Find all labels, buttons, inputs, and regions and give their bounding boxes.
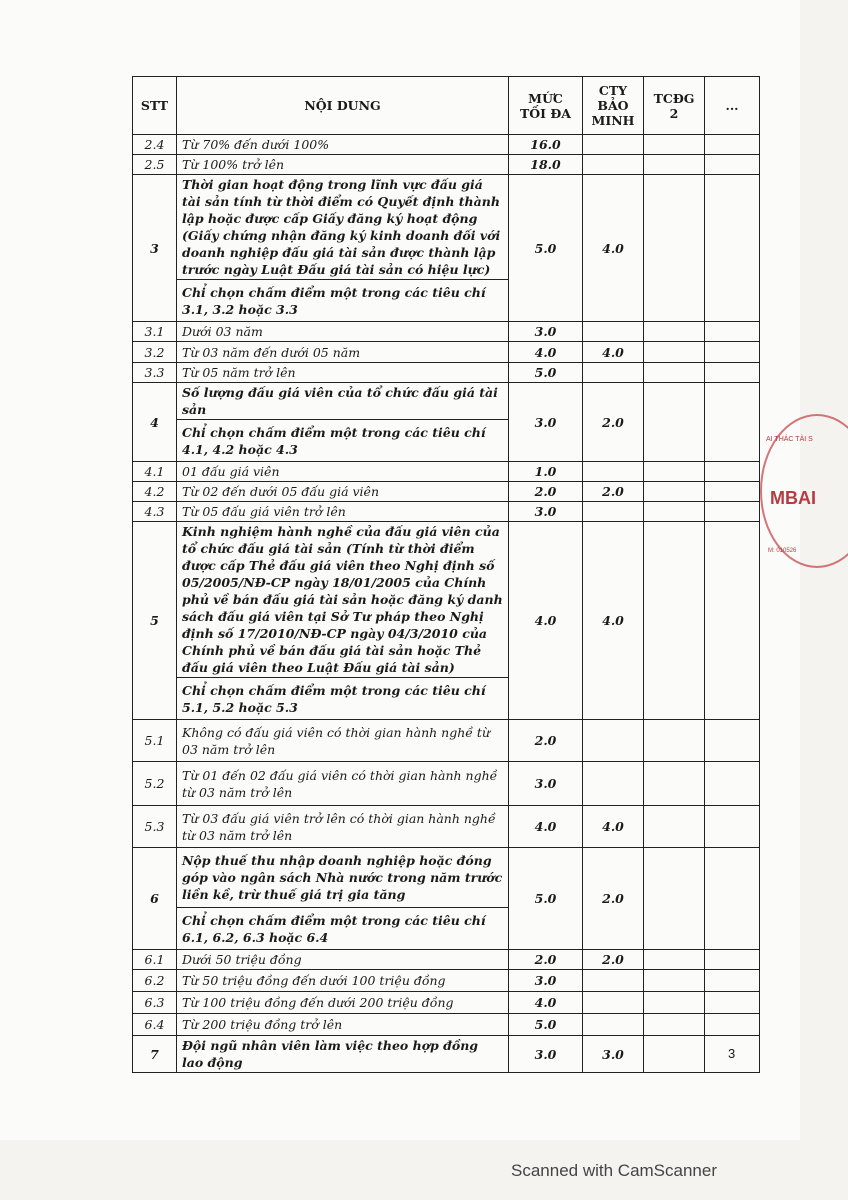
row-more bbox=[705, 720, 760, 762]
header-content: NỘI DUNG bbox=[177, 77, 509, 135]
row-company: 2.0 bbox=[583, 950, 644, 970]
row-stt: 7 bbox=[133, 1036, 177, 1073]
scanner-watermark: Scanned with CamScanner bbox=[511, 1161, 718, 1180]
row-max: 5.0 bbox=[509, 1014, 583, 1036]
row-stt: 4 bbox=[133, 383, 177, 462]
row-more bbox=[705, 135, 760, 155]
row-content: 01 đấu giá viên bbox=[177, 462, 509, 482]
row-tcdg2 bbox=[644, 462, 705, 482]
row-company bbox=[583, 992, 644, 1014]
row-content: Số lượng đấu giá viên của tổ chức đấu giá tài sản bbox=[177, 383, 509, 420]
header-company: CTY BẢO MINH bbox=[583, 77, 644, 135]
row-tcdg2 bbox=[644, 1014, 705, 1036]
scoring-table bbox=[132, 76, 760, 1073]
stamp-center-text: MBAI bbox=[770, 488, 816, 508]
row-stt: 5 bbox=[133, 522, 177, 720]
row-more bbox=[705, 970, 760, 992]
table-row bbox=[133, 482, 760, 502]
table-row bbox=[133, 1036, 760, 1073]
row-tcdg2 bbox=[644, 1036, 705, 1073]
row-stt: 6 bbox=[133, 848, 177, 950]
table-row bbox=[133, 135, 760, 155]
table-row bbox=[133, 950, 760, 970]
row-tcdg2 bbox=[644, 383, 705, 462]
row-more bbox=[705, 992, 760, 1014]
row-more bbox=[705, 522, 760, 720]
row-stt: 3.1 bbox=[133, 322, 177, 342]
row-tcdg2 bbox=[644, 720, 705, 762]
row-max: 16.0 bbox=[509, 135, 583, 155]
table-row bbox=[133, 1014, 760, 1036]
row-more bbox=[705, 462, 760, 482]
row-company bbox=[583, 762, 644, 806]
table-row bbox=[133, 322, 760, 342]
row-stt: 4.2 bbox=[133, 482, 177, 502]
row-stt: 5.3 bbox=[133, 806, 177, 848]
row-tcdg2 bbox=[644, 342, 705, 363]
row-company bbox=[583, 720, 644, 762]
row-company: 2.0 bbox=[583, 383, 644, 462]
header-max: MỨC TỐI ĐA bbox=[509, 77, 583, 135]
row-max: 4.0 bbox=[509, 992, 583, 1014]
stamp-top-text: AI THÁC TÀI S bbox=[766, 436, 813, 443]
header-tcdg2: TCĐG 2 bbox=[644, 77, 705, 135]
row-max: 4.0 bbox=[509, 806, 583, 848]
row-max: 2.0 bbox=[509, 950, 583, 970]
row-stt: 5.1 bbox=[133, 720, 177, 762]
row-sub-note: Chỉ chọn chấm điểm một trong các tiêu chí 6.1, 6.2, 6.3 hoặc 6.4 bbox=[177, 908, 509, 950]
row-content: Kinh nghiệm hành nghề của đấu giá viên của tổ chức đấu giá tài sản (Tính từ thời điểm được cấp Thẻ đấu giá viên theo Nghị định số 05/2005/NĐ-CP ngày 18/01/2005 của Chính phủ về bán đấu giá tài sản hoặc đăng ký danh sách đấu giá viên tại Sở Tư pháp theo Nghị định số 17/2010/NĐ-CP ngày 04/3/2010 của Chính phủ về bán đấu giá tài sản hoặc Thẻ đấu giá viên theo Luật Đấu giá tài sản) bbox=[177, 522, 509, 678]
row-tcdg2 bbox=[644, 135, 705, 155]
page-number: 3 bbox=[728, 1046, 736, 1061]
row-company: 2.0 bbox=[583, 848, 644, 950]
table-row bbox=[133, 806, 760, 848]
row-sub-note: Chỉ chọn chấm điểm một trong các tiêu chí 5.1, 5.2 hoặc 5.3 bbox=[177, 678, 509, 720]
row-tcdg2 bbox=[644, 502, 705, 522]
row-content: Từ 70% đến dưới 100% bbox=[177, 135, 509, 155]
row-max: 2.0 bbox=[509, 720, 583, 762]
row-max: 3.0 bbox=[509, 762, 583, 806]
row-tcdg2 bbox=[644, 806, 705, 848]
row-more bbox=[705, 848, 760, 950]
table-row bbox=[133, 462, 760, 482]
row-more bbox=[705, 482, 760, 502]
row-content: Từ 03 đấu giá viên trở lên có thời gian hành nghề từ 03 năm trở lên bbox=[177, 806, 509, 848]
row-content: Từ 05 đấu giá viên trở lên bbox=[177, 502, 509, 522]
row-max: 2.0 bbox=[509, 482, 583, 502]
row-content: Không có đấu giá viên có thời gian hành nghề từ 03 năm trở lên bbox=[177, 720, 509, 762]
row-company bbox=[583, 363, 644, 383]
table-row bbox=[133, 992, 760, 1014]
row-tcdg2 bbox=[644, 992, 705, 1014]
row-more bbox=[705, 762, 760, 806]
table-row bbox=[133, 342, 760, 363]
table-row bbox=[133, 502, 760, 522]
table-row bbox=[133, 762, 760, 806]
row-stt: 3 bbox=[133, 175, 177, 322]
row-sub-note: Chỉ chọn chấm điểm một trong các tiêu chí 3.1, 3.2 hoặc 3.3 bbox=[177, 280, 509, 322]
row-max: 5.0 bbox=[509, 363, 583, 383]
row-tcdg2 bbox=[644, 950, 705, 970]
table-row bbox=[133, 848, 760, 908]
row-company bbox=[583, 155, 644, 175]
row-tcdg2 bbox=[644, 848, 705, 950]
row-stt: 3.2 bbox=[133, 342, 177, 363]
row-company bbox=[583, 462, 644, 482]
row-more bbox=[705, 175, 760, 322]
row-stt: 3.3 bbox=[133, 363, 177, 383]
row-sub-note: Chỉ chọn chấm điểm một trong các tiêu chí 4.1, 4.2 hoặc 4.3 bbox=[177, 420, 509, 462]
row-more bbox=[705, 502, 760, 522]
row-max: 5.0 bbox=[509, 175, 583, 322]
row-content: Dưới 03 năm bbox=[177, 322, 509, 342]
row-company bbox=[583, 322, 644, 342]
row-stt: 5.2 bbox=[133, 762, 177, 806]
row-max: 3.0 bbox=[509, 1036, 583, 1073]
row-max: 5.0 bbox=[509, 848, 583, 950]
row-more bbox=[705, 155, 760, 175]
row-stt: 4.3 bbox=[133, 502, 177, 522]
header-more: ... bbox=[705, 77, 760, 135]
row-content: Từ 05 năm trở lên bbox=[177, 363, 509, 383]
row-content: Từ 01 đến 02 đấu giá viên có thời gian hành nghề từ 03 năm trở lên bbox=[177, 762, 509, 806]
row-max: 3.0 bbox=[509, 322, 583, 342]
row-max: 3.0 bbox=[509, 502, 583, 522]
row-max: 3.0 bbox=[509, 970, 583, 992]
row-stt: 6.3 bbox=[133, 992, 177, 1014]
row-content: Từ 100% trở lên bbox=[177, 155, 509, 175]
row-more bbox=[705, 322, 760, 342]
row-company bbox=[583, 502, 644, 522]
row-more bbox=[705, 383, 760, 462]
row-more bbox=[705, 342, 760, 363]
row-max: 3.0 bbox=[509, 383, 583, 462]
row-company bbox=[583, 135, 644, 155]
row-more bbox=[705, 806, 760, 848]
table-row bbox=[133, 155, 760, 175]
row-stt: 6.1 bbox=[133, 950, 177, 970]
row-max: 4.0 bbox=[509, 342, 583, 363]
row-company: 4.0 bbox=[583, 522, 644, 720]
table-row bbox=[133, 522, 760, 678]
row-stt: 6.2 bbox=[133, 970, 177, 992]
stamp-bottom-text: M: 010526 bbox=[768, 548, 797, 554]
row-content: Thời gian hoạt động trong lĩnh vực đấu giá tài sản tính từ thời điểm có Quyết định thành lập hoặc được cấp Giấy đăng ký hoạt động (Giấy chứng nhận đăng ký kinh doanh đối với doanh nghiệp đấu giá tài sản được thành lập trước ngày Luật Đấu giá tài sản có hiệu lực) bbox=[177, 175, 509, 280]
table-row bbox=[133, 383, 760, 420]
row-tcdg2 bbox=[644, 522, 705, 720]
row-company: 4.0 bbox=[583, 175, 644, 322]
row-tcdg2 bbox=[644, 482, 705, 502]
row-company bbox=[583, 1014, 644, 1036]
row-more bbox=[705, 363, 760, 383]
row-company: 3.0 bbox=[583, 1036, 644, 1073]
row-company: 2.0 bbox=[583, 482, 644, 502]
table-row bbox=[133, 970, 760, 992]
row-tcdg2 bbox=[644, 363, 705, 383]
row-tcdg2 bbox=[644, 970, 705, 992]
row-more bbox=[705, 950, 760, 970]
row-content: Từ 03 năm đến dưới 05 năm bbox=[177, 342, 509, 363]
row-stt: 6.4 bbox=[133, 1014, 177, 1036]
row-content: Dưới 50 triệu đồng bbox=[177, 950, 509, 970]
table-row bbox=[133, 720, 760, 762]
row-max: 18.0 bbox=[509, 155, 583, 175]
row-tcdg2 bbox=[644, 322, 705, 342]
row-max: 4.0 bbox=[509, 522, 583, 720]
row-more bbox=[705, 1014, 760, 1036]
row-max: 1.0 bbox=[509, 462, 583, 482]
row-content: Từ 50 triệu đồng đến dưới 100 triệu đồng bbox=[177, 970, 509, 992]
row-content: Nộp thuế thu nhập doanh nghiệp hoặc đóng góp vào ngân sách Nhà nước trong năm trước liền kề, trừ thuế giá trị gia tăng bbox=[177, 848, 509, 908]
header-stt: STT bbox=[133, 77, 177, 135]
row-content: Từ 200 triệu đồng trở lên bbox=[177, 1014, 509, 1036]
row-company bbox=[583, 970, 644, 992]
row-tcdg2 bbox=[644, 175, 705, 322]
row-tcdg2 bbox=[644, 155, 705, 175]
table-row bbox=[133, 175, 760, 280]
row-content: Đội ngũ nhân viên làm việc theo hợp đồng lao động bbox=[177, 1036, 509, 1073]
row-tcdg2 bbox=[644, 762, 705, 806]
row-company: 4.0 bbox=[583, 342, 644, 363]
row-stt: 2.5 bbox=[133, 155, 177, 175]
row-content: Từ 02 đến dưới 05 đấu giá viên bbox=[177, 482, 509, 502]
table-row bbox=[133, 363, 760, 383]
row-content: Từ 100 triệu đồng đến dưới 200 triệu đồng bbox=[177, 992, 509, 1014]
table-header-row bbox=[133, 77, 760, 135]
row-company: 4.0 bbox=[583, 806, 644, 848]
row-stt: 2.4 bbox=[133, 135, 177, 155]
row-stt: 4.1 bbox=[133, 462, 177, 482]
